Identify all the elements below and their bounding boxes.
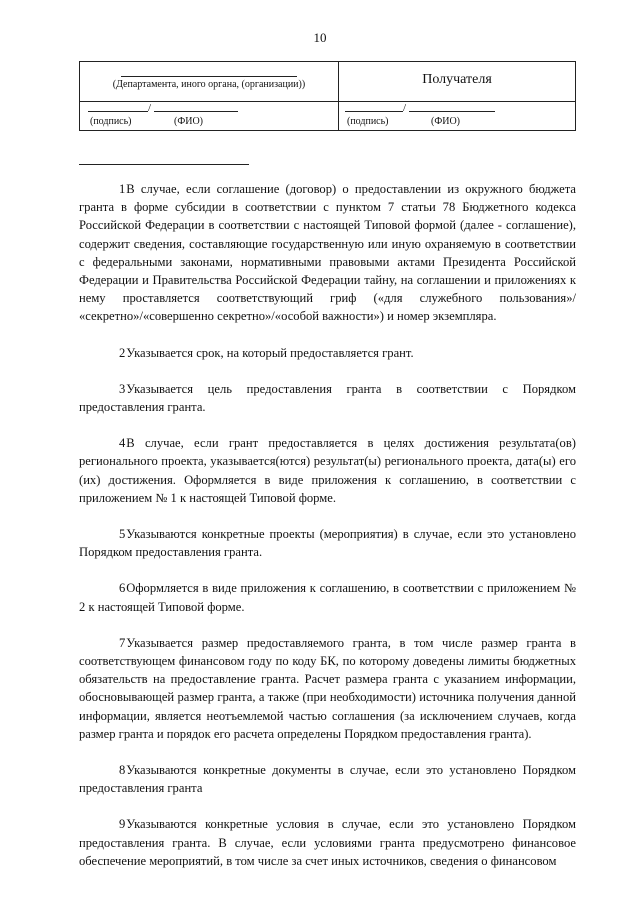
fio-blank-line	[409, 111, 495, 112]
department-cell	[80, 62, 339, 102]
footnote	[79, 761, 576, 797]
signature-caption: (подпись)	[347, 116, 389, 127]
footnote	[79, 180, 576, 326]
signature-table	[79, 61, 576, 131]
footnote-text: Оформляется в виде приложения к соглашению, в соответствии с приложением № 2 к настоящей Типовой форме.	[79, 581, 576, 614]
department-blank-line	[121, 76, 297, 77]
department-signature-cell	[80, 102, 339, 131]
footnote-text: Указывается цель предоставления гранта в соответствии с Порядком предоставления гранта.	[79, 381, 576, 415]
footnote-number: 1	[119, 182, 126, 196]
footnote-number: 5	[119, 527, 126, 542]
footnote	[79, 380, 576, 416]
recipient-cell	[339, 62, 576, 102]
footnote-number: 3	[119, 381, 126, 396]
department-caption: (Департамента, иного органа, (организации))	[112, 79, 306, 90]
signature-caption: (подпись)	[90, 116, 132, 127]
slash: /	[403, 102, 407, 114]
footnote-text: В случае, если грант предоставляется в целях достижения результата(ов) регионального проекта, указывается(ются) результат(ы) регионального проекта, дата(ы) его (их) достижения. Оформляется в виде приложения к соглашению, в соответствии с приложением № 1 к настоящей Типовой форме.	[79, 436, 576, 505]
footnote-text: Указывается срок, на который предоставляется грант.	[126, 345, 414, 360]
footnote-number: 2	[119, 345, 126, 360]
slash: /	[148, 102, 152, 114]
footnote-number: 7	[119, 635, 126, 650]
footnote-text: Указывается размер предоставляемого гранта, в том числе размер гранта в соответствующем финансовом году по коду БК, по которому доведены лимиты бюджетных обязательств на предоставление гранта. Расчет размера гранта с указанием информации, обосновывающей размер гранта, а также (при необходимости) источника получения данной информации, является неотъемлемой частью соглашения (за исключением случаев, когда размер гранта и порядок его расчета определены Порядком предоставления гранта).	[79, 635, 576, 741]
recipient-label: Получателя	[422, 72, 492, 87]
footnote	[79, 525, 576, 561]
footnote	[79, 579, 576, 615]
signature-blank-line	[88, 111, 148, 112]
page-number: 10	[313, 30, 327, 45]
footnote	[79, 634, 576, 743]
footnote-text: Указываются конкретные документы в случае, если это установлено Порядком предоставления гранта	[79, 763, 576, 796]
footnote-text: Указываются конкретные условия в случае, если это установлено Порядком предоставления гранта. В случае, если условиями гранта предусмотрено финансовое обеспечение мероприятий, в том числе за счет иных источников, сведения о финансовом	[79, 817, 576, 868]
footnote-separator	[79, 164, 249, 165]
recipient-signature-cell	[339, 102, 576, 131]
footnote-text: Указываются конкретные проекты (мероприятия) в случае, если это установлено Порядком предоставления гранта.	[79, 527, 576, 560]
fio-caption: (ФИО)	[431, 116, 461, 127]
signature-blank-line	[345, 111, 403, 112]
footnote	[79, 434, 576, 507]
footnote	[79, 344, 576, 362]
fio-blank-line	[154, 111, 238, 112]
footnote-number: 6	[119, 581, 126, 596]
footnote-number: 4	[119, 436, 126, 451]
footnote	[79, 815, 576, 870]
fio-caption: (ФИО)	[174, 116, 204, 127]
footnotes	[79, 180, 576, 888]
footnote-text: В случае, если соглашение (договор) о предоставлении из окружного бюджета гранта в форме субсидии в соответствии с пунктом 7 статьи 78 Бюджетного кодекса Российской Федерации в соответствии с настоящей Типовой формой (далее - соглашение), содержит сведения, составляющие государственную или иную охраняемую в соответствии с федеральными законами, нормативными правовыми актами Президента Российской Федерации и Правительства Российской Федерации тайну, на соглашении и приложениях к нему проставляется соответствующий гриф («для служебного пользования»/ «секретно»/«совершенно секретно»/«особой важности») и номер экземпляра.	[79, 182, 576, 324]
footnote-number: 9	[119, 817, 126, 832]
footnote-number: 8	[119, 763, 126, 778]
